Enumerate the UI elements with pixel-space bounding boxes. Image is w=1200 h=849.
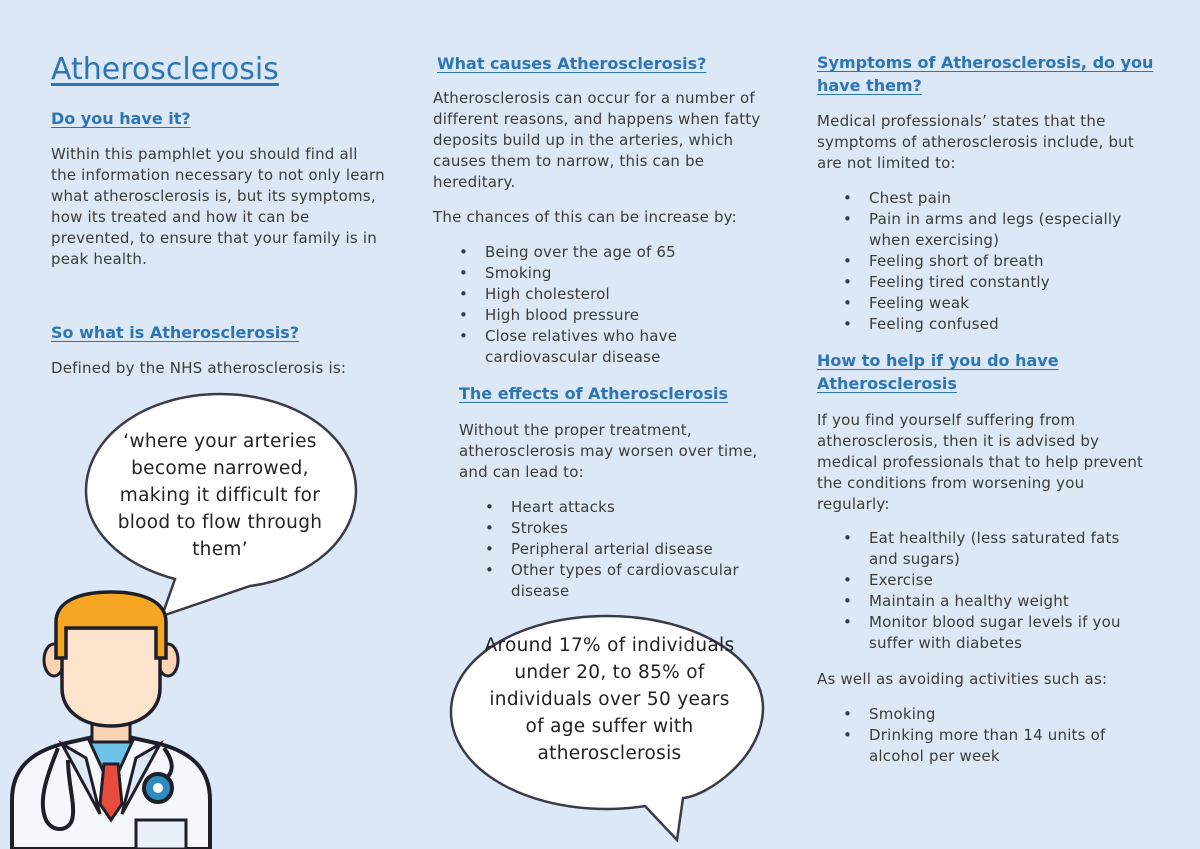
risk-factor-list [459, 242, 759, 368]
effects-text: Without the proper treatment, atherosclerosis may worsen over time, and can lead to: [459, 421, 758, 481]
have-it-heading: Do you have it? [51, 109, 191, 128]
prevalence-statistic: Around 17% of individuals under 20, to 85% of individuals over 50 years of age suffer with atherosclerosis [484, 635, 735, 764]
list-item: • Peripheral arterial disease [485, 539, 775, 560]
what-is-heading: So what is Atherosclerosis? [51, 323, 300, 342]
help-text: If you find yourself suffering from atherosclerosis, then it is advised by medical professionals that to help prevent the conditions from worsening you regularly: [817, 411, 1144, 513]
chances-text: The chances of this can be increase by: [433, 208, 737, 226]
list-item: • Monitor blood sugar levels if you suffer with diabetes [843, 612, 1143, 654]
effects-list [485, 497, 775, 602]
symptoms-heading: Symptoms of Atherosclerosis, do you have them? [817, 53, 1154, 95]
list-item: • Drinking more than 14 units of alcohol per week [843, 725, 1143, 767]
list-item: • Being over the age of 65 [459, 242, 759, 263]
help-heading: How to help if you do have Atherosclerosis [817, 351, 1059, 393]
symptoms-list [843, 188, 1143, 335]
list-item: • Feeling confused [843, 314, 1143, 335]
what-is-text: Defined by the NHS atherosclerosis is: [51, 359, 347, 377]
list-item: • Feeling tired constantly [843, 272, 1143, 293]
list-item: • Strokes [485, 518, 775, 539]
list-item: • Smoking [459, 263, 759, 284]
effects-heading: The effects of Atherosclerosis [459, 384, 729, 403]
list-item: • High blood pressure [459, 305, 759, 326]
nhs-quote: ‘where your arteries become narrowed, making it difficult for blood to flow through them’ [117, 431, 323, 560]
list-item: • Feeling weak [843, 293, 1143, 314]
doctor-icon [6, 588, 216, 849]
list-item: • Feeling short of breath [843, 251, 1143, 272]
help-list [843, 528, 1143, 654]
list-item: • Smoking [843, 704, 1143, 725]
list-item: • Other types of cardiovascular disease [485, 560, 775, 602]
list-item: • Chest pain [843, 188, 1143, 209]
avoid-list [843, 704, 1143, 767]
avoid-text: As well as avoiding activities such as: [817, 670, 1108, 688]
list-item: • Heart attacks [485, 497, 775, 518]
list-item: • Pain in arms and legs (especially when exercising) [843, 209, 1143, 251]
list-item: • Maintain a healthy weight [843, 591, 1143, 612]
causes-heading: What causes Atherosclerosis? [437, 54, 707, 73]
causes-text: Atherosclerosis can occur for a number of different reasons, and happens when fatty deposits build up in the arteries, which causes them to narrow, this can be hereditary. [433, 89, 761, 191]
symptoms-text: Medical professionals’ states that the symptoms of atherosclerosis include, but are not limited to: [817, 112, 1134, 172]
list-item: • Eat healthily (less saturated fats and sugars) [843, 528, 1143, 570]
list-item: • High cholesterol [459, 284, 759, 305]
list-item: • Close relatives who have cardiovascular disease [459, 326, 759, 368]
have-it-text: Within this pamphlet you should find all the information necessary to not only learn what atherosclerosis is, but its symptoms, how its treated and how it can be prevented, to ensure that your family is in peak health. [51, 145, 385, 268]
page-title: Atherosclerosis [51, 52, 279, 87]
list-item: • Exercise [843, 570, 1143, 591]
